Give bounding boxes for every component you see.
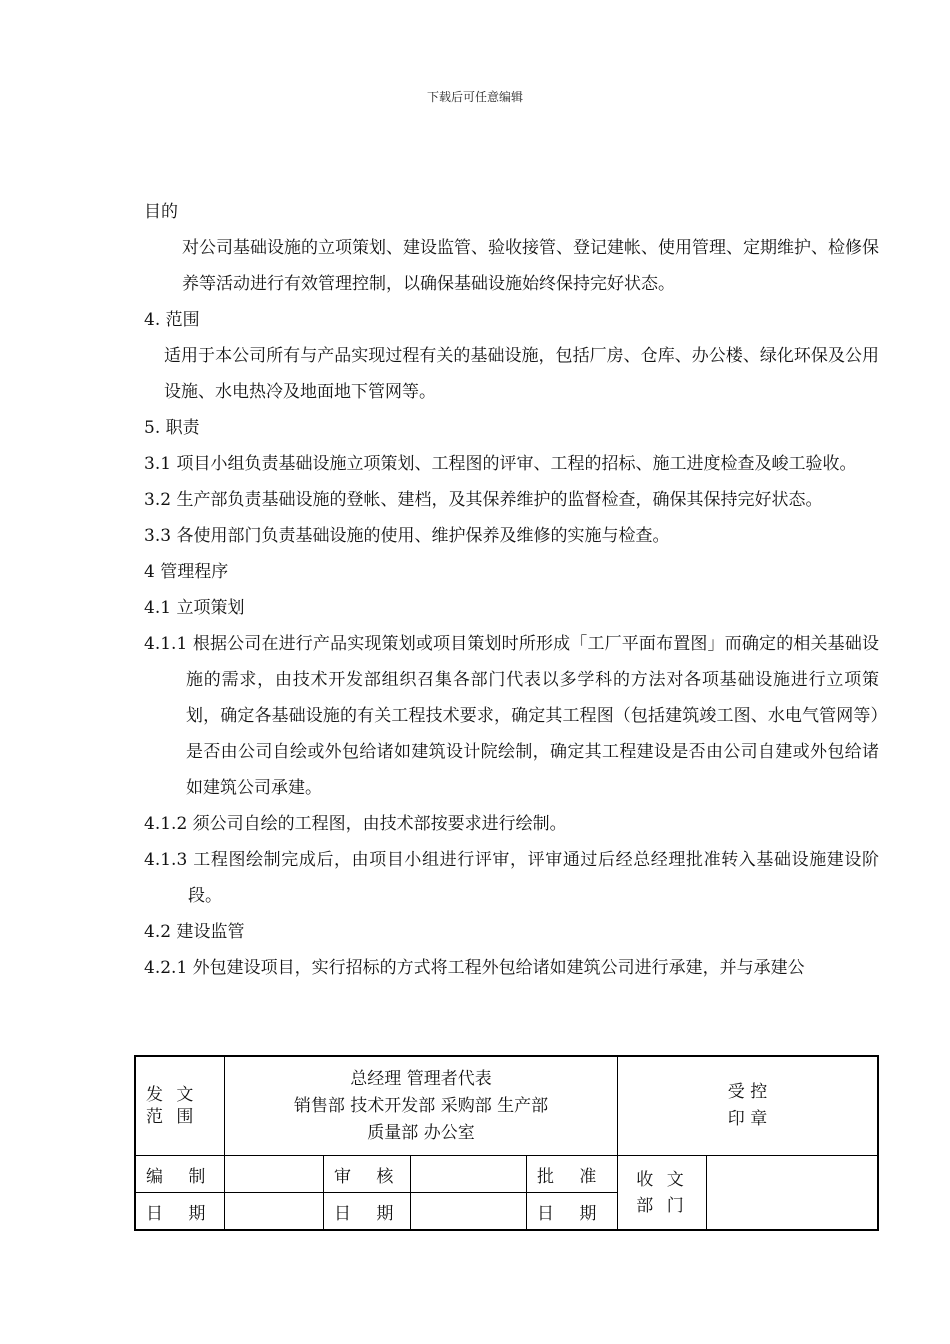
compile-value[interactable] (225, 1156, 324, 1193)
duty-3-2: 3.2 生产部负责基础设施的登帐、建档，及其保养维护的监督检查，确保其保持完好状态。 (144, 490, 823, 510)
scope-text: 适用于本公司所有与产品实现过程有关的基础设施，包括厂房、仓库、办公楼、绿化环保及公用设施、水电热冷及地面地下管网等。 (164, 346, 879, 402)
date-label-1: 日 期 (135, 1193, 225, 1231)
stamp-line-1: 受 控 (727, 1082, 768, 1102)
duty-3-3: 3.3 各使用部门负责基础设施的使用、维护保养及维修的实施与检查。 (144, 526, 670, 546)
clause-4-2-1: 4.2.1 外包建设项目，实行招标的方式将工程外包给诸如建筑公司进行承建，并与承建公 (144, 958, 805, 978)
recv-line-2: 部 门 (636, 1195, 688, 1216)
duty-3-1: 3.1 项目小组负责基础设施立项策划、工程图的评审、工程的招标、施工进度检查及峻工验收。 (144, 454, 857, 474)
date-value-1[interactable] (225, 1193, 324, 1231)
clause-4-1-1: 4.1.1 根据公司在进行产品实现策划或项目策划时所形成「工厂平面布置图」而确定的相关基础设施的需求，由技术开发部组织召集各部门代表以多学科的方法对各项基础设施进行立项策划，确定各基础设施的有关工程技术要求，确定其工程图（包括建筑竣工图、水电气管网等）是否由公司自绘或外包给诸如建筑设计院绘制，确定其工程建设是否由公司自建或外包给诸如建筑公司承建。 (144, 634, 879, 798)
range-label-2: 范 围 (146, 1107, 198, 1127)
compile-label: 编 制 (135, 1156, 225, 1193)
distribution-form (134, 1055, 879, 1231)
range-label-cell (135, 1056, 225, 1156)
depts-line-3: 质量部 办公室 (367, 1122, 475, 1143)
clause-4-1-2: 4.1.2 须公司自绘的工程图，由技术部按要求进行绘制。 (144, 814, 567, 834)
depts-line-2: 销售部 技术开发部 采购部 生产部 (293, 1095, 549, 1116)
page-header: 下载后可任意编辑 (426, 90, 523, 104)
heading-4-2: 4.2 建设监管 (144, 922, 245, 942)
stamp-cell (618, 1056, 879, 1156)
departments-cell (225, 1056, 618, 1156)
clause-4-1-3: 4.1.3 工程图绘制完成后，由项目小组进行评审，评审通过后经总经理批准转入基础设施建设阶段。 (144, 850, 879, 906)
date-label-3: 日 期 (527, 1193, 618, 1231)
document-body (144, 194, 879, 986)
stamp-line-2: 印 章 (727, 1109, 768, 1129)
heading-duties: 5. 职责 (144, 418, 200, 438)
depts-line-1: 总经理 管理者代表 (350, 1068, 492, 1089)
date-label-2: 日 期 (324, 1193, 411, 1231)
date-value-2[interactable] (411, 1193, 527, 1231)
heading-4-1: 4.1 立项策划 (144, 598, 245, 618)
review-label: 审 核 (324, 1156, 411, 1193)
heading-procedure: 4 管理程序 (144, 562, 229, 582)
heading-purpose: 目的 (144, 202, 178, 222)
approve-label: 批 准 (527, 1156, 618, 1193)
recv-line-1: 收 文 (636, 1169, 688, 1190)
review-value[interactable] (411, 1156, 527, 1193)
range-label-1: 发 文 (146, 1085, 198, 1105)
purpose-text: 对公司基础设施的立项策划、建设监管、验收接管、登记建帐、使用管理、定期维护、检修保养等活动进行有效管理控制，以确保基础设施始终保持完好状态。 (182, 238, 879, 294)
receiving-dept-label (618, 1156, 707, 1231)
receiving-dept-value[interactable] (707, 1156, 879, 1231)
heading-scope: 4. 范围 (144, 310, 200, 330)
